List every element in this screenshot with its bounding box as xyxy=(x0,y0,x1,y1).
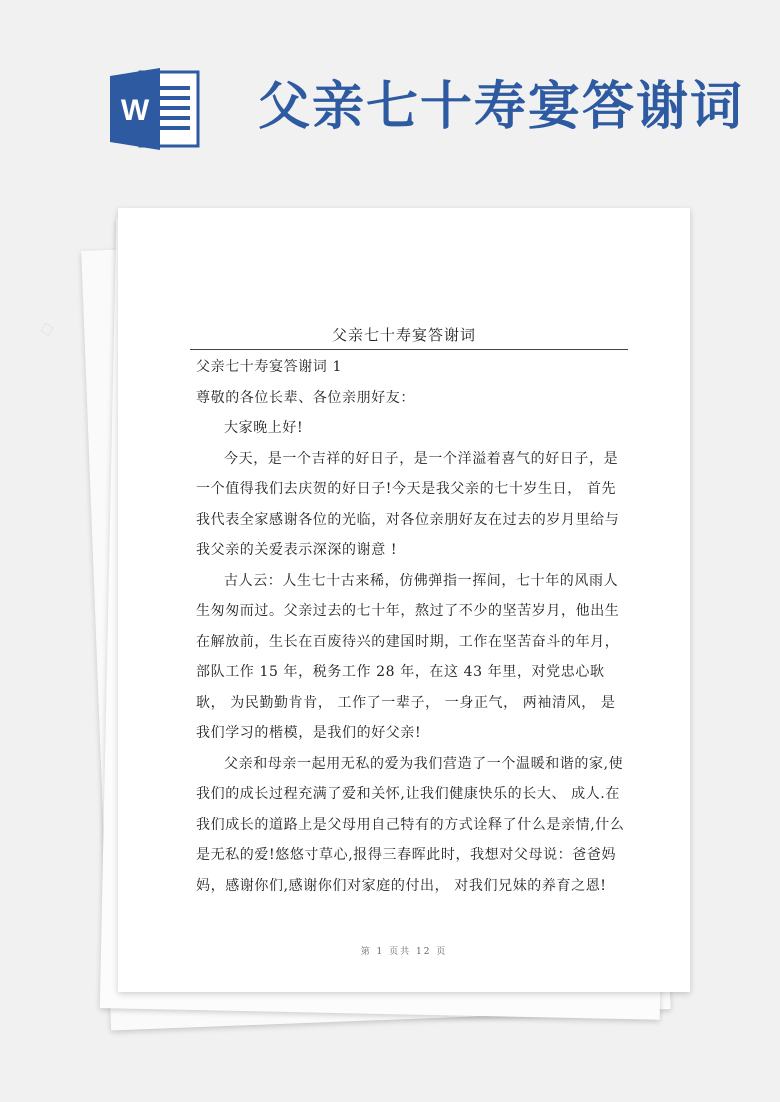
document-page xyxy=(118,208,690,992)
body-paragraph: 父亲七十寿宴答谢词 1 xyxy=(196,359,342,375)
page-footer: 第 1 页共 12 页 xyxy=(360,947,448,957)
body-paragraph: 今天，是一个吉祥的好日子，是一个洋溢着喜气的好日子，是一个值得我们去庆贺的好日子!今天是我父亲的七十岁生日， 首先我代表全家感谢各位的光临，对各位亲朋好友在过去的岁月里给与我父亲的关爱表示深深的谢意 ! xyxy=(196,450,620,558)
body-paragraph: 古人云：人生七十古来稀，仿佛弹指一挥间，七十年的风雨人生匆匆而过。父亲过去的七十年，熬过了不少的坚苦岁月，他出生在解放前，生长在百废待兴的建国时期，工作在坚苦奋斗的年月，部队工作 15 年，税务工作 28 年，在这 43 年里，对党忠心耿耿， 为民勤勤肯肯， 工作了一辈子， 一身正气， 两袖清风， 是我们学习的楷模，是我们的好父亲! xyxy=(196,572,620,741)
document-body xyxy=(196,352,628,901)
watermark: ◇ xyxy=(37,316,57,341)
title-divider xyxy=(190,349,628,350)
body-paragraph: 父亲和母亲一起用无私的爱为我们营造了一个温暖和谐的家,使我们的成长过程充满了爱和关怀,让我们健康快乐的长大、 成人.在我们成长的道路上是父母用自己特有的方式诠释了什么是亲情,什么是无私的爱!悠悠寸草心,报得三春晖此时，我想对父母说：爸爸妈妈，感谢你们,感谢你们对家庭的付出， 对我们兄妹的养育之恩! xyxy=(196,755,625,894)
banner-title: 父亲七十寿宴答谢词 xyxy=(258,77,745,137)
word-document-icon xyxy=(110,66,202,152)
body-paragraph: 大家晚上好! xyxy=(224,420,304,436)
body-paragraph: 尊敬的各位长辈、各位亲朋好友： xyxy=(196,389,415,406)
document-title: 父亲七十寿宴答谢词 xyxy=(331,326,476,344)
logo-letter: W xyxy=(120,94,150,127)
banner xyxy=(0,0,780,190)
